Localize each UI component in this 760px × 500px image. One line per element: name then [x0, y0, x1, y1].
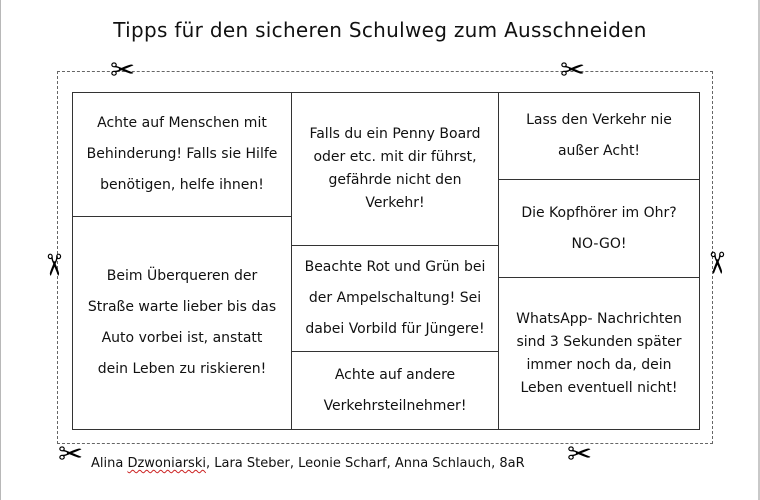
authors-rest: , Lara Steber, Leonie Scharf, Anna Schlauch, 8aR [205, 456, 525, 471]
tip-card [292, 246, 498, 351]
window-left-edge [0, 0, 1, 500]
tip-card [499, 278, 699, 429]
tip-card [73, 93, 291, 216]
tip-card [499, 180, 699, 277]
scissors-icon: ✂ [698, 250, 734, 276]
author-first-name: Alina [91, 456, 124, 471]
tip-text: Die Kopfhörer im Ohr? NO-GO! [521, 204, 677, 252]
tip-text: Lass den Verkehr nie außer Acht! [526, 112, 672, 159]
page-title: Tipps für den sicheren Schulweg zum Ausschneiden [113, 18, 647, 42]
tips-grid [72, 92, 700, 430]
tip-text: Beachte Rot und Grün bei der Ampelschaltung! Sei dabei Vorbild für Jüngere! [304, 259, 486, 337]
tip-card [73, 217, 291, 429]
authors-line [91, 456, 525, 471]
scissors-icon: ✂ [58, 437, 84, 472]
scissors-icon: ✂ [110, 53, 136, 88]
tip-card [292, 352, 498, 429]
author-last-name: Dzwoniarski [127, 456, 206, 471]
tip-card [499, 93, 699, 179]
tip-text: WhatsApp- Nachrichten sind 3 Sekunden später immer noch da, dein Leben eventuell nicht! [516, 310, 682, 396]
scissors-icon: ✂ [567, 437, 593, 472]
tip-text: Beim Überqueren der Straße warte lieber bis das Auto vorbei ist, anstatt dein Leben zu riskieren! [87, 268, 277, 377]
tip-text: Achte auf Menschen mit Behinderung! Falls sie Hilfe benötigen, helfe ihnen! [86, 115, 278, 193]
scissors-icon: ✂ [35, 252, 71, 278]
scissors-icon: ✂ [560, 53, 586, 88]
tip-card [292, 93, 498, 245]
tip-text: Falls du ein Penny Board oder etc. mit dir führst, gefährde nicht den Verkehr! [309, 126, 481, 211]
tip-text: Achte auf andere Verkehrsteilnehmer! [323, 366, 467, 414]
